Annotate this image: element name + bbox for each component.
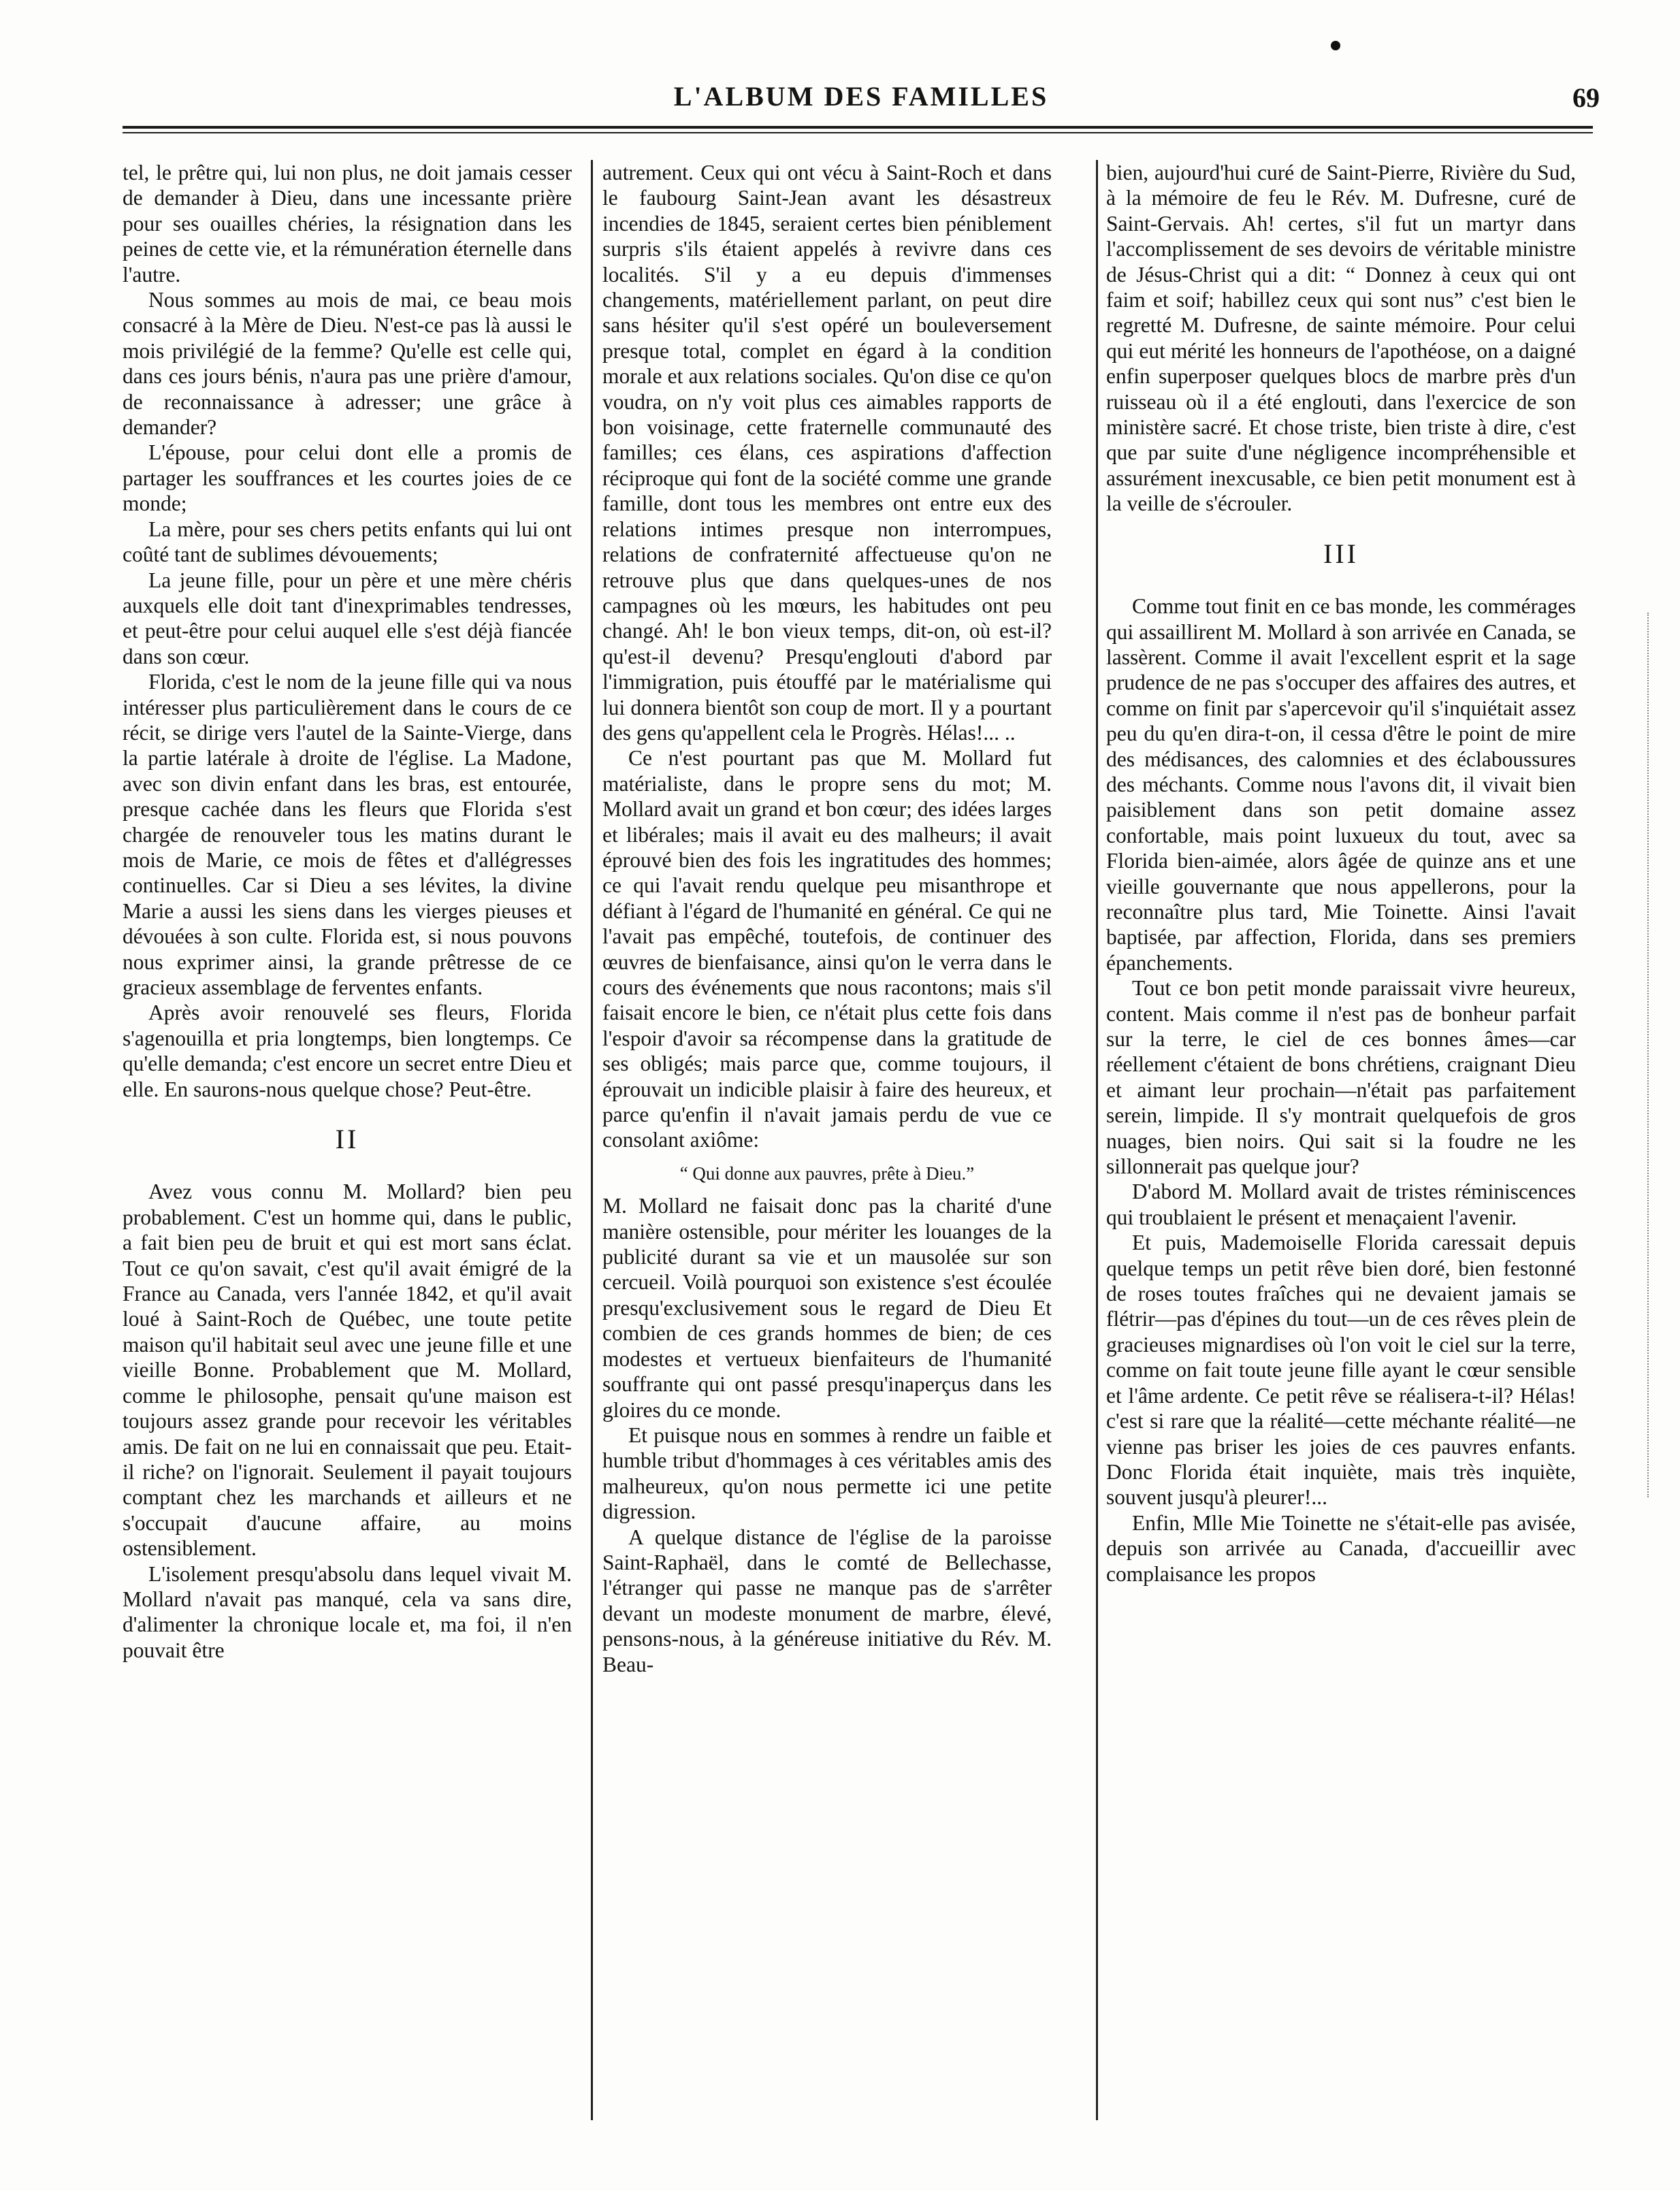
column-divider-1 [591,160,593,2120]
paragraph: D'abord M. Mollard avait de tristes réminiscences qui troublaient le présent et menaçaient l'avenir. [1106,1180,1576,1229]
paragraph: L'épouse, pour celui dont elle a promis de partager les souffrances et les courtes joies de ce monde; [123,440,572,516]
section-heading: II [335,1124,359,1155]
paragraph: L'isolement presqu'absolu dans lequel vivait M. Mollard n'avait pas manqué, cela va sans dire, d'alimenter la chronique locale et, ma foi, il n'en pouvait être [123,1561,572,1662]
paragraph: Et puis, Mademoiselle Florida caressait depuis quelque temps un petit rêve bien doré, bien festonné de roses toutes fraîches qui ne devaient jamais se flétrir—pas d'épines du tout—un de ces rêves plein de gracieuses mignardises où l'on voit le ciel sur la terre, comme on fait toute jeune fille ayant le cœur sensible et l'âme ardente. Ce petit rêve se réalisera-t-il? Hélas! c'est si rare que la réalité—cette méchante réalité—ne vienne pas briser les joies de ces pauvres enfants. Donc Florida était inquiète, mais très inquiète, souvent jusqu'à pleurer!... [1106,1231,1576,1510]
paragraph: M. Mollard ne faisait donc pas la charité d'une manière ostensible, pour mériter les louanges de la publicité durant sa vie et un mausolée sur son cercueil. Voilà pourquoi son existence s'est écoulée presqu'exclusivement sous le regard de Dieu Et combien de ces grands hommes de bien; de ces modestes et vertueux bienfaiteurs de l'humanité souffrante qui ont passé presqu'inaperçus dans les gloires du ce monde. [602,1194,1052,1422]
header-rule-thick [123,126,1593,129]
running-title: L'ALBUM DES FAMILLES [673,81,1049,112]
page-header [123,80,1600,121]
paragraph: autrement. Ceux qui ont vécu à Saint-Roch et dans le faubourg Saint-Jean avant les désastreux incendies de 1845, seraient certes bien péniblement surpris s'ils étaient appelés à revivre dans ces localités. S'il y a eu depuis d'immenses changements, matériellement parlant, on peut dire sans hésiter qu'il s'est opéré un bouleversement presque total, complet en égard à la condition morale et aux relations sociales. Qu'on dise ce qu'on voudra, on n'y voit plus ces aimables rapports de bon voisinage, cette fraternelle communauté des familles; ces élans, ces aspirations d'affection réciproque qui font de la société comme une grande famille, dont tous les membres ont entre eux des relations intimes presque non interrompues, relations de confraternité affectueuse qu'on ne retrouve plus que dans quelques-unes de nos campagnes où les mœurs, les habitudes ont peu changé. Ah! le bon vieux temps, dit-on, où est-il? qu'est-il devenu? Presqu'englouti d'abord par l'immigration, puis étouffé par le matérialisme qui lui donnera bientôt son coup de mort. Il y a pourtant des gens qu'appellent cela le Progrès. Hélas!... .. [602,161,1052,745]
page-number: 69 [1572,82,1600,113]
paragraph: Comme tout finit en ce bas monde, les commérages qui assaillirent M. Mollard à son arrivée en Canada, se lassèrent. Comme il avait l'excellent esprit et la sage prudence de ne pas s'occuper des affaires des autres, et comme on finit par s'apercevoir qu'il s'inquiétait assez peu du qu'en dira-t-on, il cessa d'être le point de mire des médisances, des calomnies et des éclaboussures des méchants. Comme nous l'avons dit, il vivait bien paisiblement dans son petit domaine assez confortable, mais point luxueux du tout, avec sa Florida bien-aimée, alors âgée de quinze ans et une vieille gouvernante que nous appellerons, pour la reconnaître plus tard, Mie Toinette. Ainsi l'avait baptisée, par affection, Florida, dans ses premiers épanchements. [1106,594,1576,975]
section-heading: III [1323,538,1359,569]
paragraph: A quelque distance de l'église de la paroisse Saint-Raphaël, dans le comté de Bellechasse, l'étranger qui passe ne manque pas de s'arrêter devant un modeste monument de marbre, élevé, pensons-nous, à la généreuse initiative du Rév. M. Beau- [602,1525,1052,1676]
column-divider-2 [1096,160,1098,2120]
paragraph: Et puisque nous en sommes à rendre un faible et humble tribut d'hommages à ces véritables amis des malheureux, qu'on nous permette ici une petite digression. [602,1423,1052,1524]
paragraph: Avez vous connu M. Mollard? bien peu probablement. C'est un homme qui, dans le public, a fait bien peu de bruit et qui est mort sans éclat. Tout ce qu'on savait, c'est qu'il avait émigré de la France au Canada, vers l'année 1842, et qu'il avait loué à Saint-Roch de Québec, une toute petite maison qu'il habitait seul avec une jeune fille et une vieille Bonne. Probablement que M. Mollard, comme le philosophe, pensait qu'une maison est toujours assez grande pour recevoir les véritables amis. De fait on ne lui en connaissait que peu. Etait-il riche? on l'ignorait. Seulement il payait toujours comptant chez les marchands et ailleurs et ne s'occupait d'aucune affaire, au moins ostensiblement. [123,1180,572,1561]
paragraph: Florida, c'est le nom de la jeune fille qui va nous intéresser plus particulièrement dans le cours de ce récit, se dirige vers l'autel de la Sainte-Vierge, dans la partie latérale à droite de l'église. La Madone, avec son divin enfant dans les bras, est entourée, presque cachée dans les fleurs que Florida s'est chargée de renouveler tous les matins durant le mois de Marie, ce mois de fêtes et d'allégresses continuelles. Car si Dieu a ses lévites, la divine Marie a aussi les siens dans les vierges pieuses et dévouées à son culte. Florida est, si nous pouvons nous exprimer ainsi, la grande prêtresse de ce gracieux assemblage de ferventes enfants. [123,670,572,999]
paragraph: Enfin, Mlle Mie Toinette ne s'était-elle pas avisée, depuis son arrivée au Canada, d'accueillir avec complaisance les propos [1106,1510,1576,1586]
paragraph: Tout ce bon petit monde paraissait vivre heureux, content. Mais comme il n'est pas de bonheur parfait sur la terre, le ciel de ces bonnes âmes—car réellement c'étaient de bons chrétiens, craignant Dieu et aimant leur prochain—n'était pas parfaitement serein, limpide. Il s'y montrait quelquefois de gros nuages, bien noirs. Qui sait si la foudre ne les sillonnerait pas quelque jour? [1106,976,1576,1179]
paragraph: tel, le prêtre qui, lui non plus, ne doit jamais cesser de demander à Dieu, dans une incessante prière pour ses ouailles chéries, la résignation dans les peines de cette vie, et la rémunération éternelle dans l'autre. [123,161,572,287]
ink-blot [1331,41,1340,50]
page-edge-noise [1647,613,1650,1497]
paragraph: Nous sommes au mois de mai, ce beau mois consacré à la Mère de Dieu. N'est-ce pas là aussi le mois privilégié de la femme? Qu'elle est celle qui, dans ces jours bénis, n'aura pas une prière d'amour, de reconnaissance à adresser; une grâce à demander? [123,288,572,440]
paragraph: Ce n'est pourtant pas que M. Mollard fut matérialiste, dans le propre sens du mot; M. Mollard avait un grand et bon cœur; des idées larges et libérales; mais il avait eu des malheurs; il avait éprouvé bien des fois les ingratitudes des hommes; ce qui l'avait rendu quelque peu misanthrope et défiant à l'égard de l'humanité en général. Ce qui ne l'avait pas empêché, toutefois, de continuer des œuvres de bienfaisance, ainsi qu'on le verra dans le cours des événements que nous racontons; mais s'il faisait encore le bien, ce n'était plus cette fois dans l'espoir d'avoir sa récompense dans la gratitude de ses obligés; mais parce que, comme toujours, il éprouvait un indicible plaisir à faire des heureux, et parce qu'enfin il n'avait jamais perdu de vue ce consolant axiôme: [602,746,1052,1152]
quotation: “ Qui donne aux pauvres, prête à Dieu.” [679,1163,975,1184]
paragraph: Après avoir renouvelé ses fleurs, Florida s'agenouilla et pria longtemps, bien longtemps. Ce qu'elle demanda; c'est encore un secret entre Dieu et elle. En saurons-nous quelque chose? Peut-être. [123,1001,572,1101]
paragraph: La jeune fille, pour un père et une mère chéris auxquels elle doit tant d'inexprimables tendresses, et peut-être pour celui auquel elle s'est déjà fiancée dans son cœur. [123,568,572,668]
paragraph: bien, aujourd'hui curé de Saint-Pierre, Rivière du Sud, à la mémoire de feu le Rév. M. Dufresne, curé de Saint-Gervais. Ah! certes, s'il fut un martyr dans l'accomplissement de ses devoirs de véritable ministre de Jésus-Christ qui a dit: “ Donnez à ceux qui ont faim et soif; habillez ceux qui sont nus” c'est bien le regretté M. Dufresne, de sainte mémoire. Pour celui qui eut mérité les honneurs de l'apothéose, on a daigné enfin superposer quelques blocs de marbre près d'un ruisseau où il a été englouti, dans l'exercice de son ministère sacré. Et chose triste, bien triste à dire, c'est que par suite d'une négligence incompréhensible et assurément inexcusable, ce bien petit monument est à la veille de s'écrouler. [1106,161,1576,516]
header-rule-thin [123,132,1593,133]
column-3 [1106,160,1576,2120]
column-2 [602,160,1052,2120]
column-1 [123,160,572,2120]
paragraph: La mère, pour ses chers petits enfants qui lui ont coûté tant de sublimes dévouements; [123,517,572,567]
